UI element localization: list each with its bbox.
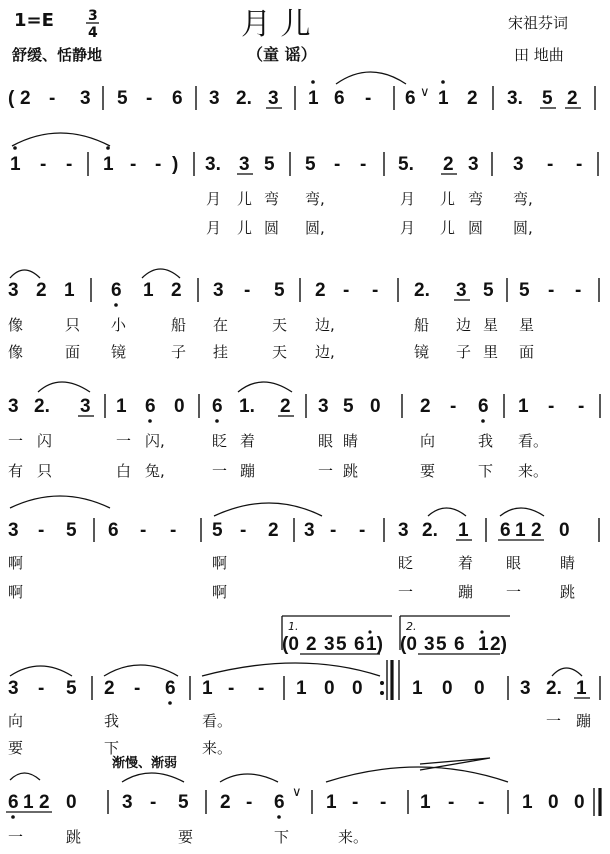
- note: 0: [370, 396, 381, 417]
- lyric: 蹦: [240, 462, 256, 480]
- note: -: [548, 280, 555, 301]
- note: -: [134, 678, 141, 699]
- note: 5: [343, 396, 354, 417]
- note: 3: [456, 280, 467, 301]
- volta-note: 5: [336, 634, 347, 655]
- note: 5.: [398, 154, 414, 175]
- note: 2: [171, 280, 182, 301]
- slur: [214, 503, 322, 516]
- time-signature-top: 3: [88, 8, 98, 24]
- note: 6: [274, 792, 285, 813]
- lyricist-credit: 宋祖芬词: [508, 14, 569, 32]
- note: 1: [23, 792, 34, 813]
- note: 5: [264, 154, 275, 175]
- lyric: 闪,: [145, 432, 165, 450]
- volta-note: 1: [478, 634, 489, 655]
- slur: [10, 773, 40, 780]
- lyric: 子: [456, 343, 472, 361]
- note: 3: [8, 280, 19, 301]
- lyric: 睛: [343, 432, 359, 450]
- slur: [500, 508, 544, 516]
- breath-mark: ∨: [420, 85, 430, 100]
- lyric: 来。: [518, 462, 549, 480]
- lyric: 啊: [212, 554, 228, 572]
- note: 2.: [34, 396, 50, 417]
- lyric: 一: [116, 432, 132, 450]
- note: 3: [80, 396, 91, 417]
- lyric: 月: [400, 219, 416, 237]
- lyric: 月: [206, 219, 222, 237]
- note: -: [40, 154, 47, 175]
- lyric: 里: [483, 343, 499, 361]
- lyric: 蹦: [576, 712, 592, 730]
- note: 5: [66, 520, 77, 541]
- note: 2.: [546, 678, 562, 699]
- lyric: 儿: [237, 190, 253, 208]
- lyric: 圆,: [513, 219, 533, 237]
- note: 3: [213, 280, 224, 301]
- volta-note: 1): [366, 634, 383, 655]
- time-signature-bottom: 4: [88, 25, 98, 41]
- volta-second-label: 2.: [406, 620, 417, 633]
- lyric: 眨: [212, 432, 228, 450]
- lyric: 一: [8, 432, 24, 450]
- note: 1: [522, 792, 533, 813]
- lyric: 眨: [398, 554, 414, 572]
- note: 5: [274, 280, 285, 301]
- lyric: 来。: [202, 739, 233, 757]
- note: 0: [66, 792, 77, 813]
- note: 3: [8, 678, 19, 699]
- note: 2.: [236, 88, 252, 109]
- note: -: [330, 520, 337, 541]
- lyric: 啊: [212, 583, 228, 601]
- note: -: [155, 154, 162, 175]
- note: 2: [315, 280, 326, 301]
- lyric: 子: [171, 343, 187, 361]
- note: 3: [268, 88, 279, 109]
- note: 5: [212, 520, 223, 541]
- lyric: 一: [212, 462, 228, 480]
- note: 0: [559, 520, 570, 541]
- lyric: 下: [478, 462, 494, 480]
- note: 6: [334, 88, 345, 109]
- lyric: 要: [178, 828, 194, 846]
- note: 5: [542, 88, 553, 109]
- note: 3: [398, 520, 409, 541]
- lyric: 边,: [315, 343, 335, 361]
- lyric: 只: [65, 316, 81, 334]
- note: -: [352, 792, 359, 813]
- tempo-marking: 舒缓、恬静地: [12, 46, 103, 64]
- note: 3: [8, 520, 19, 541]
- note: 0: [474, 678, 485, 699]
- volta-note: 5: [436, 634, 447, 655]
- lyric: 啊: [8, 554, 24, 572]
- note: (: [8, 88, 15, 109]
- note: -: [360, 154, 367, 175]
- lyric: 月: [206, 190, 222, 208]
- note: 2: [20, 88, 31, 109]
- note: -: [170, 520, 177, 541]
- note: -: [246, 792, 253, 813]
- note: 3: [304, 520, 315, 541]
- note: 6: [111, 280, 122, 301]
- volta-note: 3: [324, 634, 335, 655]
- volta-note: (0: [282, 634, 299, 655]
- note: 0: [548, 792, 559, 813]
- lyric: 兔,: [145, 462, 165, 480]
- lyric: 边,: [315, 316, 335, 334]
- lyric: 圆,: [305, 219, 325, 237]
- volta-note: (0: [400, 634, 417, 655]
- note: 3: [468, 154, 479, 175]
- note: -: [146, 88, 153, 109]
- staff-row-5: [8, 496, 599, 601]
- lyric: 儿: [440, 219, 456, 237]
- note: -: [547, 154, 554, 175]
- lyric: 镜: [111, 343, 127, 361]
- volta-note: 6: [454, 634, 465, 655]
- lyric: 弯: [468, 190, 484, 208]
- note: -: [380, 792, 387, 813]
- note: -: [334, 154, 341, 175]
- note: 3: [520, 678, 531, 699]
- note: 3.: [205, 154, 221, 175]
- note: 6: [212, 396, 223, 417]
- lyric: 弯,: [305, 190, 325, 208]
- lyric: 儿: [440, 190, 456, 208]
- lyric: 面: [65, 343, 81, 361]
- lyric: 有: [8, 462, 24, 480]
- lyric: 要: [420, 462, 436, 480]
- lyric: 看。: [202, 712, 233, 730]
- note: 1: [308, 88, 319, 109]
- note: 2: [443, 154, 454, 175]
- composer-credit: 田 地曲: [514, 46, 564, 64]
- lyric: 天: [272, 343, 288, 361]
- note: 0: [352, 678, 363, 699]
- note: 1: [326, 792, 337, 813]
- breath-mark: ∨: [292, 785, 302, 800]
- score-header: [11, 7, 568, 64]
- note: -: [365, 88, 372, 109]
- note: -: [140, 520, 147, 541]
- lyric: 下: [104, 739, 120, 757]
- note: 6: [145, 396, 156, 417]
- lyric: 睛: [560, 554, 576, 572]
- note: -: [578, 396, 585, 417]
- note: 3: [209, 88, 220, 109]
- slur: [104, 665, 178, 676]
- lyric: 我: [478, 432, 494, 450]
- slur: [238, 382, 292, 392]
- note: 2: [220, 792, 231, 813]
- note: 5: [178, 792, 189, 813]
- lyric: 圆: [468, 219, 484, 237]
- lyric: 一: [506, 583, 522, 601]
- note: 2.: [422, 520, 438, 541]
- lyric: 蹦: [458, 583, 474, 601]
- lyric: 只: [37, 462, 53, 480]
- note: 2: [280, 396, 291, 417]
- note: 0: [574, 792, 585, 813]
- note: 1: [458, 520, 469, 541]
- staff-row-1: [8, 72, 595, 110]
- lyric: 天: [272, 316, 288, 334]
- note: -: [548, 396, 555, 417]
- note: 2: [467, 88, 478, 109]
- note: 1: [202, 678, 213, 699]
- note: 1: [103, 154, 114, 175]
- staff-row-3: [8, 269, 599, 361]
- slur: [220, 774, 278, 782]
- lyric: 向: [8, 712, 24, 730]
- lyric: 一: [398, 583, 414, 601]
- note: 6: [172, 88, 183, 109]
- lyric: 要: [8, 739, 24, 757]
- note: ): [172, 154, 179, 175]
- note: 2: [420, 396, 431, 417]
- note: 5: [117, 88, 128, 109]
- slur: [12, 133, 110, 146]
- staff-row-6: [8, 660, 600, 771]
- note: 2.: [414, 280, 430, 301]
- note: 5: [519, 280, 530, 301]
- lyric: 眼: [506, 554, 522, 572]
- lyric: 面: [519, 343, 535, 361]
- lyric: 着: [240, 432, 256, 450]
- note: 2: [104, 678, 115, 699]
- lyric: 跳: [560, 583, 576, 601]
- lyric: 像: [8, 343, 24, 361]
- lyric: 船: [414, 316, 430, 334]
- note: 6: [8, 792, 19, 813]
- volta-note: 2: [306, 634, 317, 655]
- note: -: [228, 678, 235, 699]
- lyric: 向: [420, 432, 436, 450]
- note: 5: [483, 280, 494, 301]
- note: 6: [405, 88, 416, 109]
- note: 5: [66, 678, 77, 699]
- note: 3: [318, 396, 329, 417]
- note: 2: [36, 280, 47, 301]
- note: 2: [567, 88, 578, 109]
- note: 0: [174, 396, 185, 417]
- lyric: 白: [116, 462, 132, 480]
- lyric: 边: [456, 316, 472, 334]
- song-title: 月 儿: [241, 7, 311, 42]
- note: 3.: [507, 88, 523, 109]
- lyric: 跳: [343, 462, 359, 480]
- note: 3: [80, 88, 91, 109]
- note: -: [478, 792, 485, 813]
- lyric: 看。: [518, 432, 549, 450]
- lyric: 月: [400, 190, 416, 208]
- note: -: [38, 520, 45, 541]
- note: 3: [8, 396, 19, 417]
- slur: [336, 72, 406, 84]
- note: 3: [122, 792, 133, 813]
- lyric: 星: [483, 316, 499, 334]
- note: 0: [442, 678, 453, 699]
- note: -: [66, 154, 73, 175]
- note: 2: [531, 520, 542, 541]
- note: -: [448, 792, 455, 813]
- slur: [10, 496, 110, 508]
- volta-note: 2): [490, 634, 507, 655]
- note: 1: [143, 280, 154, 301]
- key-signature: 1=E: [14, 10, 54, 31]
- note: -: [372, 280, 379, 301]
- note: 1: [420, 792, 431, 813]
- lyric: 弯,: [513, 190, 533, 208]
- note: -: [244, 280, 251, 301]
- lyric: 星: [519, 316, 535, 334]
- note: -: [576, 154, 583, 175]
- note: -: [150, 792, 157, 813]
- lyric: 一: [318, 462, 334, 480]
- note: 1: [438, 88, 449, 109]
- lyric: 来。: [338, 828, 369, 846]
- staff-row-2: [10, 133, 598, 237]
- volta-note: 6: [354, 634, 365, 655]
- slur: [428, 508, 466, 516]
- dynamics-marking: 渐慢、渐弱: [112, 756, 178, 771]
- lyric: 跳: [66, 828, 82, 846]
- slur: [10, 270, 40, 278]
- staff-row-7: [6, 767, 600, 846]
- volta-brackets: [282, 616, 510, 655]
- song-subtitle: （童 谣）: [247, 45, 317, 64]
- note: 1: [296, 678, 307, 699]
- note: 1: [518, 396, 529, 417]
- note: 6: [478, 396, 489, 417]
- slur: [326, 767, 508, 782]
- note: 0: [324, 678, 335, 699]
- lyric: 眼: [318, 432, 334, 450]
- staff-row-4: [8, 382, 600, 480]
- lyric: 啊: [8, 583, 24, 601]
- note: -: [359, 520, 366, 541]
- note: 3: [513, 154, 524, 175]
- note: -: [240, 520, 247, 541]
- lyric: 圆: [264, 219, 280, 237]
- note: 6: [165, 678, 176, 699]
- note: 1: [116, 396, 127, 417]
- lyric: 小: [111, 316, 127, 334]
- note: 1: [576, 678, 587, 699]
- slur: [142, 269, 180, 278]
- lyric: 我: [104, 712, 120, 730]
- note: 6: [500, 520, 511, 541]
- volta-first-label: 1.: [288, 620, 299, 633]
- lyric: 弯: [264, 190, 280, 208]
- note: -: [258, 678, 265, 699]
- lyric: 在: [213, 316, 229, 334]
- note: 1: [412, 678, 423, 699]
- note: -: [450, 396, 457, 417]
- lyric: 闪: [37, 432, 53, 450]
- note: -: [130, 154, 137, 175]
- lyric: 儿: [237, 219, 253, 237]
- lyric: 镜: [414, 343, 430, 361]
- note: 1: [515, 520, 526, 541]
- lyric: 下: [274, 828, 290, 846]
- slur: [552, 668, 582, 676]
- lyric: 着: [458, 554, 474, 572]
- note: 2: [268, 520, 279, 541]
- lyric: 像: [8, 316, 24, 334]
- lyric: 船: [171, 316, 187, 334]
- slur: [202, 663, 380, 676]
- note: 6: [108, 520, 119, 541]
- note: 1: [10, 154, 21, 175]
- lyric: 一: [8, 828, 24, 846]
- note: 1: [64, 280, 75, 301]
- note: -: [38, 678, 45, 699]
- note: -: [575, 280, 582, 301]
- lyric: 挂: [213, 343, 229, 361]
- decrescendo-hairpin: [420, 758, 490, 770]
- note: 3: [239, 154, 250, 175]
- note: -: [49, 88, 56, 109]
- lyric: 一: [546, 712, 562, 730]
- volta-note: 3: [424, 634, 435, 655]
- slur: [10, 666, 72, 676]
- slur: [38, 382, 90, 392]
- slur: [122, 773, 184, 782]
- note: 1.: [239, 396, 255, 417]
- note: -: [343, 280, 350, 301]
- note: 2: [39, 792, 50, 813]
- note: 5: [305, 154, 316, 175]
